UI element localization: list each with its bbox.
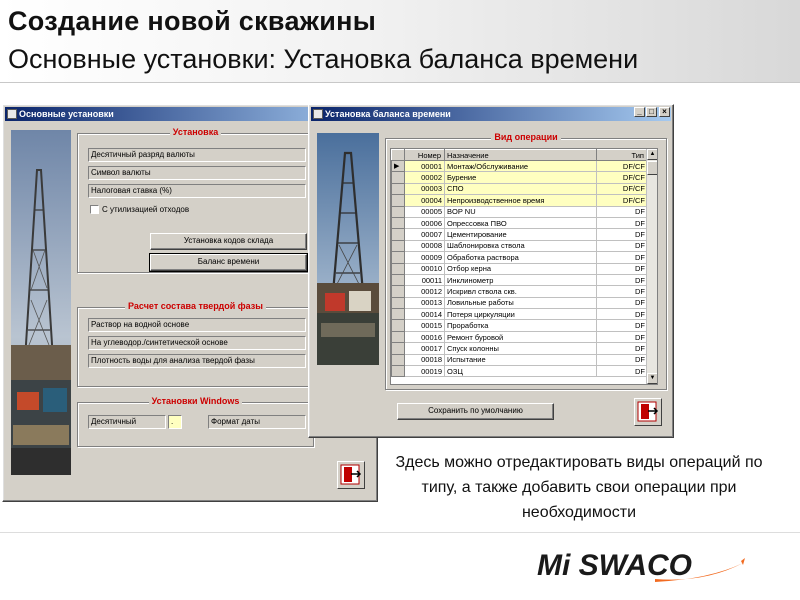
solids-group-title: Расчет состава твердой фазы <box>125 301 266 311</box>
waste-disposal-checkbox[interactable] <box>90 205 99 214</box>
decimal-label: Десятичный <box>88 415 166 429</box>
table-row[interactable] <box>392 343 648 354</box>
table-row[interactable] <box>392 206 648 217</box>
row-indicator-cell <box>392 206 405 217</box>
slide-subtitle: Основные установки: Установка баланса времени <box>8 44 639 74</box>
cell-type[interactable]: DF/CF <box>597 195 648 206</box>
cell-type[interactable]: DF/CF <box>597 161 648 172</box>
row-indicator-cell <box>392 183 405 194</box>
column-header-type[interactable]: Тип <box>597 150 648 161</box>
row-indicator-cell <box>392 320 405 331</box>
oil-based-mud-field[interactable]: На углеводор./синтетической основе <box>88 336 306 350</box>
cell-purpose[interactable]: Испытание <box>445 354 597 365</box>
cell-number[interactable]: 00005 <box>405 206 445 217</box>
cell-purpose[interactable]: Непроизводственное время <box>445 195 597 206</box>
table-row[interactable] <box>392 354 648 365</box>
column-header-number[interactable]: Номер <box>405 150 445 161</box>
cell-purpose[interactable]: Бурение <box>445 172 597 183</box>
date-format-field[interactable]: Формат даты <box>208 415 306 429</box>
cell-number[interactable]: 00010 <box>405 263 445 274</box>
currency-symbol-field[interactable]: Символ валюты <box>88 166 306 180</box>
setup-group-title: Установка <box>170 127 221 137</box>
cell-number[interactable]: 00017 <box>405 343 445 354</box>
cell-type[interactable]: DF <box>597 354 648 365</box>
cell-type[interactable]: DF <box>597 206 648 217</box>
cell-type[interactable]: DF <box>597 320 648 331</box>
cell-purpose[interactable]: СПО <box>445 183 597 194</box>
cell-number[interactable]: 00006 <box>405 217 445 228</box>
table-row[interactable] <box>392 263 648 274</box>
cell-type[interactable]: DF <box>597 331 648 342</box>
table-row[interactable] <box>392 252 648 263</box>
column-header-purpose[interactable]: Назначение <box>445 150 597 161</box>
cell-purpose[interactable]: ОЗЦ <box>445 366 597 377</box>
cell-number[interactable]: 00007 <box>405 229 445 240</box>
row-indicator-cell <box>392 309 405 320</box>
table-row[interactable] <box>392 183 648 194</box>
table-row[interactable] <box>392 229 648 240</box>
cell-type[interactable]: DF <box>597 309 648 320</box>
row-indicator-header <box>392 150 405 161</box>
row-indicator-cell <box>392 297 405 308</box>
row-indicator-cell <box>392 354 405 365</box>
windows-group-title: Установки Windows <box>149 396 243 406</box>
cell-number[interactable]: 00003 <box>405 183 445 194</box>
table-row[interactable] <box>392 161 648 172</box>
header-divider <box>0 82 800 83</box>
cell-type[interactable]: DF/CF <box>597 183 648 194</box>
time-balance-window <box>308 104 674 438</box>
table-row[interactable] <box>392 217 648 228</box>
water-based-mud-field[interactable]: Раствор на водной основе <box>88 318 306 332</box>
row-indicator-cell <box>392 274 405 285</box>
tax-rate-field[interactable]: Налоговая ставка (%) <box>88 184 306 198</box>
window-app-icon <box>313 109 323 119</box>
row-indicator-cell <box>392 343 405 354</box>
table-row[interactable] <box>392 240 648 251</box>
cell-purpose[interactable]: Проработка <box>445 320 597 331</box>
table-header-row <box>392 150 648 161</box>
cell-purpose[interactable]: Потеря циркуляции <box>445 309 597 320</box>
cell-number[interactable]: 00013 <box>405 297 445 308</box>
cell-number[interactable]: 00016 <box>405 331 445 342</box>
cell-number[interactable]: 00019 <box>405 366 445 377</box>
cell-type[interactable]: DF <box>597 343 648 354</box>
time-balance-button[interactable]: Баланс времени <box>150 254 307 271</box>
table-row[interactable] <box>392 297 648 308</box>
cell-purpose[interactable]: Спуск колонны <box>445 343 597 354</box>
cell-purpose[interactable]: Инклинометр <box>445 274 597 285</box>
cell-number[interactable]: 00011 <box>405 274 445 285</box>
cell-purpose[interactable]: Шаблонировка ствола <box>445 240 597 251</box>
cell-number[interactable]: 00002 <box>405 172 445 183</box>
cell-purpose[interactable]: Монтаж/Обслуживание <box>445 161 597 172</box>
cell-purpose[interactable]: Искривл ствола скв. <box>445 286 597 297</box>
water-density-field[interactable]: Плотность воды для анализа твердой фазы <box>88 354 306 368</box>
cell-purpose[interactable]: Ремонт буровой <box>445 331 597 342</box>
cell-type[interactable]: DF <box>597 274 648 285</box>
operations-grid[interactable] <box>390 148 658 385</box>
row-indicator-cell <box>392 252 405 263</box>
operation-type-group-title: Вид операции <box>491 132 560 142</box>
cell-type[interactable]: DF/CF <box>597 172 648 183</box>
svg-text:Mi SWACO: Mi SWACO <box>537 549 692 582</box>
waste-disposal-label: С утилизацией отходов <box>102 205 190 214</box>
scroll-thumb[interactable] <box>647 161 658 175</box>
cell-type[interactable]: DF <box>597 366 648 377</box>
row-indicator-cell <box>392 172 405 183</box>
cell-type[interactable]: DF <box>597 240 648 251</box>
table-row[interactable] <box>392 366 648 377</box>
slide-title: Создание новой скважины <box>8 6 377 36</box>
table-row[interactable] <box>392 172 648 183</box>
table-row[interactable] <box>392 320 648 331</box>
cell-number[interactable]: 00014 <box>405 309 445 320</box>
time-window-titlebar[interactable] <box>311 107 671 121</box>
row-indicator-cell <box>392 195 405 206</box>
row-indicator-cell <box>392 263 405 274</box>
row-indicator-cell: ▶ <box>392 161 405 172</box>
cell-type[interactable]: DF <box>597 263 648 274</box>
row-indicator-cell <box>392 217 405 228</box>
window-app-icon <box>7 109 17 119</box>
cell-number[interactable]: 00009 <box>405 252 445 263</box>
main-window-title: Основные установки <box>19 109 114 119</box>
cell-purpose[interactable]: Отбор керна <box>445 263 597 274</box>
cell-number[interactable]: 00004 <box>405 195 445 206</box>
scroll-down-icon[interactable]: ▼ <box>647 373 658 384</box>
row-indicator-cell <box>392 331 405 342</box>
table-row[interactable] <box>392 274 648 285</box>
save-default-button[interactable]: Сохранить по умолчанию <box>397 403 554 420</box>
row-indicator-cell <box>392 240 405 251</box>
table-row[interactable] <box>392 309 648 320</box>
table-row[interactable] <box>392 195 648 206</box>
table-row[interactable] <box>392 286 648 297</box>
cell-type[interactable]: DF <box>597 252 648 263</box>
scroll-up-icon[interactable]: ▲ <box>647 149 658 160</box>
minimize-button[interactable]: _ <box>634 107 645 117</box>
cell-purpose[interactable]: Цементирование <box>445 229 597 240</box>
currency-decimal-field[interactable]: Десятичный разряд валюты <box>88 148 306 162</box>
close-button[interactable]: × <box>659 107 670 117</box>
cell-purpose[interactable]: Ловильные работы <box>445 297 597 308</box>
exit-icon[interactable] <box>634 398 662 426</box>
cell-number[interactable]: 00001 <box>405 161 445 172</box>
maximize-button[interactable]: □ <box>646 107 657 117</box>
cell-type[interactable]: DF <box>597 229 648 240</box>
cell-number[interactable]: 00012 <box>405 286 445 297</box>
grid-vertical-scrollbar[interactable] <box>646 149 657 384</box>
cell-number[interactable]: 00015 <box>405 320 445 331</box>
exit-icon[interactable] <box>337 461 365 489</box>
slide-caption: Здесь можно отредактировать виды операций по типу, а также добавить свои операции при необходимости <box>395 454 763 521</box>
operations-table <box>391 149 648 377</box>
row-indicator-cell <box>392 366 405 377</box>
time-window-title: Установка баланса времени <box>325 109 451 119</box>
decimal-separator-input[interactable]: . <box>168 415 182 429</box>
slide-header <box>0 0 800 82</box>
cell-type[interactable]: DF <box>597 217 648 228</box>
cell-purpose[interactable]: BOP NU <box>445 206 597 217</box>
cell-purpose[interactable]: Опрессовка ПВО <box>445 217 597 228</box>
cell-type[interactable]: DF <box>597 297 648 308</box>
drilling-rig-photo <box>11 130 71 475</box>
mi-swaco-logo <box>535 545 745 585</box>
cell-number[interactable]: 00018 <box>405 354 445 365</box>
cell-type[interactable]: DF <box>597 286 648 297</box>
warehouse-codes-button[interactable]: Установка кодов склада <box>150 233 307 250</box>
cell-number[interactable]: 00008 <box>405 240 445 251</box>
footer-divider <box>0 532 800 533</box>
table-row[interactable] <box>392 331 648 342</box>
row-indicator-cell <box>392 229 405 240</box>
cell-purpose[interactable]: Обработка раствора <box>445 252 597 263</box>
row-indicator-cell <box>392 286 405 297</box>
drilling-rig-photo <box>317 133 379 365</box>
